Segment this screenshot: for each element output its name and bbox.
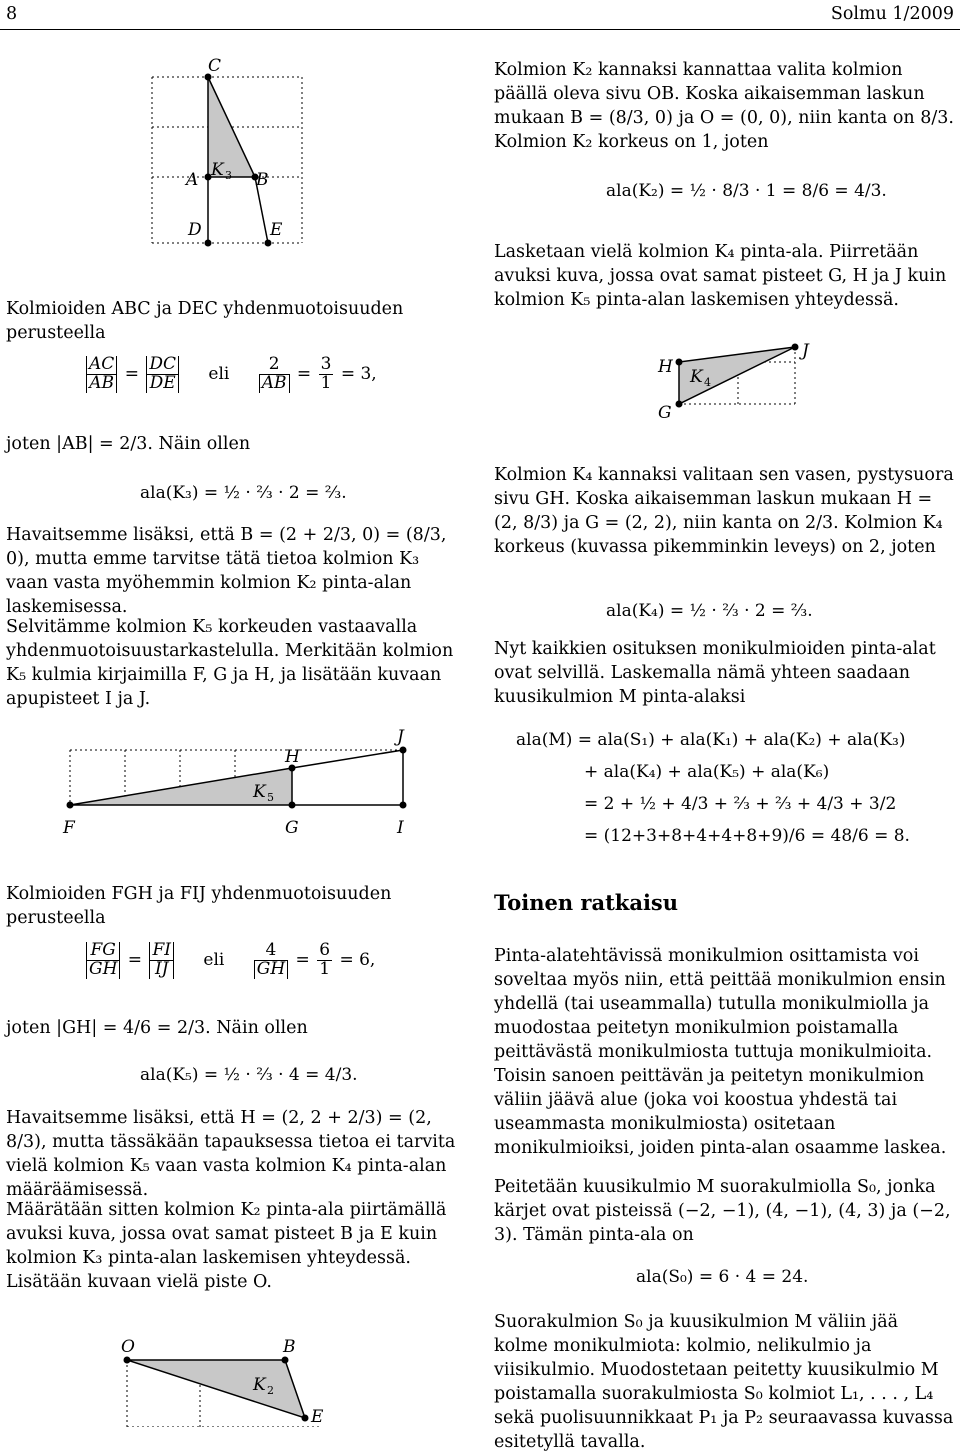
- left-p6: joten |GH| = 4/6 = 2/3. Näin ollen: [6, 1018, 308, 1038]
- label-h: H: [285, 747, 300, 767]
- label-h2: H: [658, 357, 673, 377]
- left-eq3: $\frac{FG}{GH}$ = $\frac{FI}{IJ}$ eli $\frac{4}{GH}$ = $\frac{6}{1}$ = 6,: [84, 942, 375, 979]
- svg-text:2: 2: [267, 1384, 274, 1397]
- left-p3: Havaitsemme lisäksi, että B = (2 + 2/3, 0) = (8/3, 0), mutta emme tarvitse tätä tietoa kolmion K₃ vaan vasta myöhemmin kolmion K₂ pinta-alan laskemisessa.: [6, 525, 447, 617]
- left-p1: Kolmioiden ABC ja DEC yhdenmuotoisuuden perusteella: [6, 299, 404, 343]
- label-o: O: [121, 1337, 135, 1357]
- label-g2: G: [658, 403, 672, 423]
- left-p7: Havaitsemme lisäksi, että H = (2, 2 + 2/3) = (2, 8/3), mutta tässäkään tapauksessa tietoa ei tarvita vielä kolmion K₅ vaan vasta kolmion K₄ pinta-alan määräämisessä.: [6, 1108, 456, 1200]
- page-number: 8: [6, 4, 18, 24]
- label-d: D: [188, 220, 202, 240]
- triangle-k2: [127, 1360, 305, 1418]
- label-c: C: [208, 56, 222, 76]
- section-heading: Toinen ratkaisu: [494, 890, 679, 915]
- left-p4: Selvitämme kolmion K₅ korkeuden vastaavalla yhdenmuotoisuustarkastelulla. Merkitään kolmion K₅ kulmia kirjaimilla F, G ja H, ja lisätään kuvaan apupisteet I ja J.: [6, 617, 454, 709]
- left-p2: joten |AB| = 2/3. Näin ollen: [6, 434, 251, 454]
- figure-k5-triangle: [55, 725, 435, 845]
- right-p7: Suorakulmion S₀ ja kuusikulmion M väliin jää kolme monikulmiota: kolmio, nelikulmio ja viisikulmio. Muodostetaan peitetty kuusikulmio M poistamalla suorakulmiosta S₀ kolmiot L₁, . . . , L₄ sekä puolisuunnikkaat P₁ ja P₂ seuraavassa kuvassa esitetyllä tavalla.: [494, 1312, 954, 1452]
- label-j2: J: [802, 341, 809, 361]
- label-b2: B: [283, 1337, 296, 1357]
- right-p5: Pinta-alatehtävissä monikulmion osittamista voi soveltaa myös niin, että peittää monikulmion ensin yhdellä (tai useammalla) tutulla monikulmiolla ja muodostaa peitetyn monikulmion poistamalla peittävästä monikulmiosta tuttuja monikulmioita. Toisin sanoen peittävän ja peitetyn monikulmion väliin jäävä alue (joka voi koostua yhdestä tai useammasta monikulmiosta) ositetaan monikulmioiksi, joiden pinta-alan osaamme laskea.: [494, 946, 947, 1158]
- label-k4: K: [690, 367, 703, 387]
- journal-title: Solmu 1/2009: [830, 4, 954, 24]
- label-f: F: [63, 818, 75, 838]
- left-eq1: $\frac{AC}{AB}$ = $\frac{DC}{DE}$ eli $\frac{2}{AB}$ = $\frac{3}{1}$ = 3,: [84, 356, 377, 393]
- svg-text:3: 3: [225, 169, 232, 182]
- left-p8: Määrätään sitten kolmion K₂ pinta-ala piirtämällä avuksi kuva, jossa ovat samat pisteet B ja E kuin kolmion K₃ pinta-alan laskemisen yhteydessä. Lisätään kuvaan vielä piste O.: [6, 1200, 447, 1292]
- figure-k2-triangle: [105, 1330, 345, 1427]
- right-eq3-line3: = 2 + ½ + 4/3 + ⅔ + ⅔ + 4/3 + 3/2: [584, 794, 897, 814]
- label-e2: E: [311, 1407, 324, 1427]
- header-rule: [0, 29, 960, 30]
- svg-text:5: 5: [267, 791, 274, 804]
- label-j: J: [397, 727, 404, 747]
- right-eq1: ala(K₂) = ½ · 8/3 · 1 = 8/6 = 4/3.: [606, 181, 887, 201]
- label-i: I: [397, 818, 404, 838]
- label-k2: K: [253, 1375, 266, 1395]
- right-eq3-line2: + ala(K₄) + ala(K₅) + ala(K₆): [584, 762, 830, 782]
- label-e: E: [270, 220, 283, 240]
- label-b: B: [256, 170, 269, 190]
- left-p5: Kolmioiden FGH ja FIJ yhdenmuotoisuuden perusteella: [6, 884, 392, 928]
- right-p6: Peitetään kuusikulmio M suorakulmiolla S₀, jonka kärjet ovat pisteissä (−2, −1), (4, −1), (4, 3) ja (−2, 3). Tämän pinta-ala on: [494, 1177, 951, 1245]
- label-k5: K: [253, 782, 266, 802]
- left-eq2: ala(K₃) = ½ · ⅔ · 2 = ⅔.: [140, 483, 347, 503]
- label-a: A: [186, 170, 199, 190]
- figure-k4-triangle: [650, 332, 830, 427]
- right-p2: Lasketaan vielä kolmion K₄ pinta-ala. Piirretään avuksi kuva, jossa ovat samat pisteet G, H ja J kuin kolmion K₅ pinta-alan laskemisen yhteydessä.: [494, 242, 947, 310]
- label-k3: K: [211, 160, 224, 180]
- right-p3: Kolmion K₄ kannaksi valitaan sen vasen, pystysuora sivu GH. Koska aikaisemman laskun mukaan H = (2, 8/3) ja G = (2, 2), niin kanta on 2/3. Kolmion K₄ korkeus (kuvassa pikemminkin leveys) on 2, joten: [494, 465, 954, 557]
- right-eq3-line1: ala(M) = ala(S₁) + ala(K₁) + ala(K₂) + ala(K₃): [516, 730, 906, 750]
- left-eq4: ala(K₅) = ½ · ⅔ · 4 = 4/3.: [140, 1065, 358, 1085]
- svg-text:4: 4: [704, 376, 711, 389]
- right-eq4: ala(S₀) = 6 · 4 = 24.: [636, 1267, 809, 1287]
- right-eq3-line4: = (12+3+8+4+4+8+9)/6 = 48/6 = 8.: [584, 826, 910, 846]
- right-eq2: ala(K₄) = ½ · ⅔ · 2 = ⅔.: [606, 601, 813, 621]
- right-p4: Nyt kaikkien osituksen monikulmioiden pinta-alat ovat selvillä. Laskemalla nämä yhteen saadaan kuusikulmion M pinta-alaksi: [494, 639, 936, 707]
- label-g: G: [285, 818, 299, 838]
- right-p1: Kolmion K₂ kannaksi kannattaa valita kolmion päällä oleva sivu OB. Koska aikaisemman laskun mukaan B = (8/3, 0) ja O = (0, 0), niin kanta on 8/3. Kolmion K₂ korkeus on 1, joten: [494, 60, 954, 152]
- figure-k3-triangle: [140, 55, 320, 255]
